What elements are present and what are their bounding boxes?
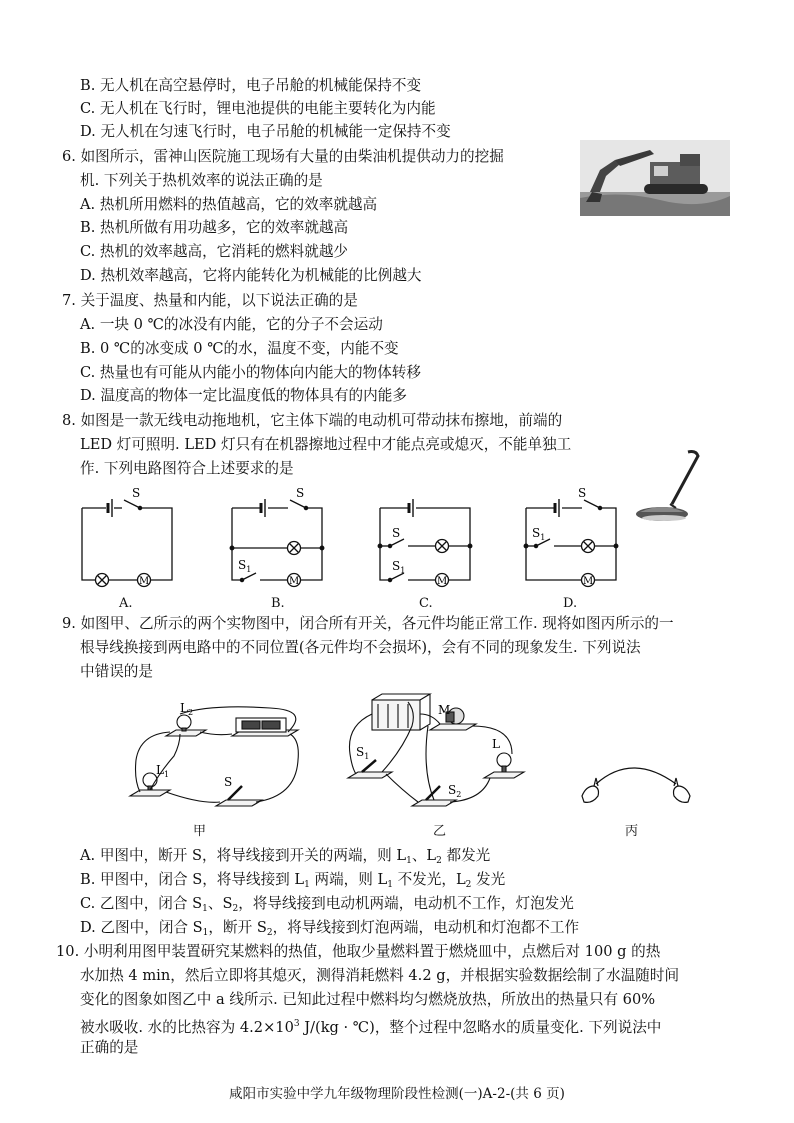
- jia-switch-label: S: [224, 775, 233, 789]
- q6-stem-line1: 6. 如图所示，雷神山医院施工现场有大量的由柴油机提供动力的挖掘: [62, 148, 504, 165]
- figure-yi-caption: 乙: [433, 824, 447, 839]
- q7-option-c: C. 热量也有可能从内能小的物体向内能大的物体转移: [80, 364, 421, 381]
- q5-option-c: C. 无人机在飞行时，锂电池提供的电能主要转化为内能: [80, 100, 436, 117]
- q6-stem-line2: 机. 下列关于热机效率的说法正确的是: [80, 172, 323, 189]
- page-footer: 咸阳市实验中学九年级物理阶段性检测(一)A-2-(共 6 页): [229, 1086, 565, 1102]
- q9-option-c: C. 乙图中，闭合 $S_1$、$S_2$，将导线接到电动机两端，电动机不工作，灯泡发光: [80, 895, 574, 914]
- figure-yi-circuit: [342, 690, 542, 814]
- circuit-c-switch-label: S: [392, 526, 401, 540]
- circuit-c-switch1-label: $S_1$: [392, 559, 406, 575]
- circuit-a-caption: A.: [119, 596, 133, 611]
- jia-l2-label: $L_2$: [180, 701, 194, 717]
- q8-stem-line1: 8. 如图是一款无线电动拖地机，它主体下端的电动机可带动抹布擦地，前端的: [62, 412, 563, 429]
- q7-option-d: D. 温度高的物体一定比温度低的物体具有的内能多: [80, 387, 407, 404]
- circuit-b-caption: B.: [271, 596, 285, 611]
- circuit-b-switch1-label: $S_1$: [238, 558, 252, 574]
- jia-l1-label: $L_1$: [156, 763, 170, 779]
- circuit-a-motor-label: M: [139, 576, 150, 587]
- q5-option-d: D. 无人机在匀速飞行时，电子吊舱的机械能一定保持不变: [80, 123, 451, 140]
- yi-motor-label: M: [438, 703, 451, 717]
- q9-stem-line2: 根导线换接到两电路中的不同位置(各元件均不会损坏)，会有不同的现象发生. 下列说法: [80, 639, 641, 656]
- q7-option-a: A. 一块 0 ℃的冰没有内能，它的分子不会运动: [80, 316, 383, 333]
- q10-stem-line4: 被水吸收. 水的比热容为 $4.2\times 10^3$ J/(kg · ℃)，整个过程中忽略水的质量变化. 下列说法中: [80, 1018, 662, 1036]
- circuit-diagram-a: [78, 484, 178, 596]
- circuit-c-motor-label: M: [437, 576, 448, 587]
- figure-bing-wire: [572, 756, 702, 816]
- figure-jia-circuit: [120, 700, 310, 812]
- circuit-d-motor-label: M: [583, 576, 594, 587]
- q8-stem-line3: 作. 下列电路图符合上述要求的是: [80, 460, 294, 477]
- yi-bulb-label: L: [492, 737, 500, 751]
- figure-bing-caption: 丙: [625, 824, 639, 839]
- q10-stem-line2: 水加热 4 min，然后立即将其熄灭，测得消耗燃料 4.2 g，并根据实验数据绘制了水温随时间: [80, 967, 680, 984]
- q9-option-d: D. 乙图中，闭合 $S_1$，断开 $S_2$，将导线接到灯泡两端，电动机和灯泡都不工作: [80, 919, 580, 938]
- circuit-diagram-c: [376, 484, 476, 596]
- yi-s2-label: $S_2$: [448, 783, 462, 799]
- q9-option-b: B. 甲图中，闭合 S，将导线接到 $L_1$ 两端，则 $L_1$ 不发光，$L_2$ 发光: [80, 871, 506, 890]
- circuit-a-switch-label: S: [132, 486, 141, 500]
- q10-stem-line1: 10. 小明利用图甲装置研究某燃料的热值，他取少量燃料置于燃烧皿中，点燃后对 100 g 的热: [56, 943, 661, 960]
- q8-stem-line2: LED 灯可照明. LED 灯只有在机器擦地过程中才能点亮或熄灭，不能单独工: [80, 436, 572, 453]
- q6-option-c: C. 热机的效率越高，它消耗的燃料就越少: [80, 243, 349, 260]
- circuit-d-switch-label: S: [578, 486, 587, 500]
- q5-option-b: B. 无人机在高空悬停时，电子吊舱的机械能保持不变: [80, 77, 422, 94]
- excavator-photo: [580, 140, 730, 216]
- yi-s1-label: $S_1$: [356, 745, 370, 761]
- circuit-d-switch1-label: $S_1$: [532, 526, 546, 542]
- q6-option-d: D. 热机效率越高，它将内能转化为机械能的比例越大: [80, 267, 422, 284]
- q7-stem: 7. 关于温度、热量和内能，以下说法正确的是: [62, 292, 358, 309]
- circuit-d-caption: D.: [563, 596, 578, 611]
- q9-option-a: A. 甲图中，断开 S，将导线接到开关的两端，则 $L_1$、$L_2$ 都发光: [80, 847, 491, 866]
- mop-machine-illustration: [632, 448, 712, 524]
- q6-option-a: A. 热机所用燃料的热值越高，它的效率就越高: [80, 196, 378, 213]
- circuit-c-caption: C.: [419, 596, 433, 611]
- q10-stem-line3: 变化的图象如图乙中 a 线所示. 已知此过程中燃料均匀燃烧放热，所放出的热量只有 60%: [80, 991, 656, 1008]
- circuit-b-switch-label: S: [296, 486, 305, 500]
- circuit-diagram-d: [522, 484, 622, 596]
- q6-option-b: B. 热机所做有用功越多，它的效率就越高: [80, 219, 349, 236]
- circuit-diagram-b: [228, 484, 328, 596]
- q10-stem-line5: 正确的是: [80, 1039, 139, 1056]
- q7-option-b: B. 0 ℃的冰变成 0 ℃的水，温度不变，内能不变: [80, 340, 399, 357]
- q9-stem-line1: 9. 如图甲、乙所示的两个实物图中，闭合所有开关，各元件均能正常工作. 现将如图丙所示的一: [62, 615, 674, 632]
- q9-stem-line3: 中错误的是: [80, 663, 153, 680]
- circuit-b-motor-label: M: [289, 576, 300, 587]
- figure-jia-caption: 甲: [193, 824, 207, 839]
